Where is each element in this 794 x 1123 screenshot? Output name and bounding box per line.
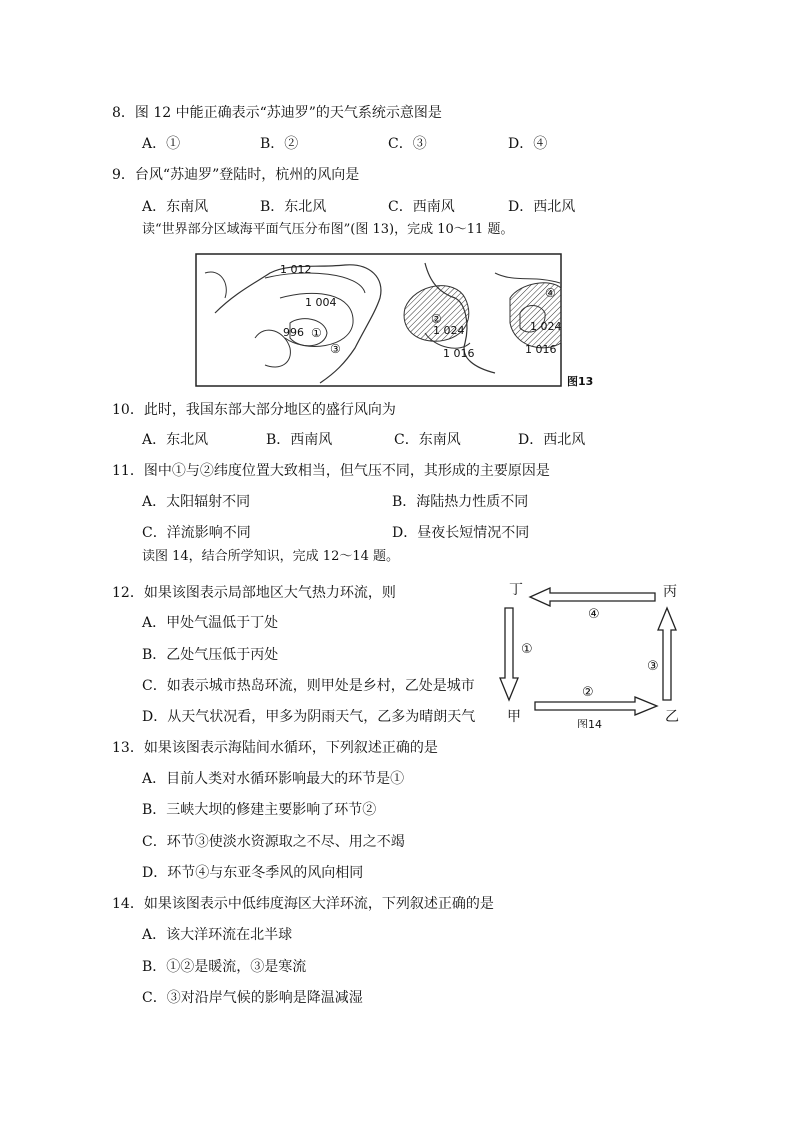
marker-2: ② — [431, 312, 442, 326]
question-12-stem: 12．如果该图表示局部地区大气热力环流，则 — [112, 585, 396, 601]
q11-option-a: A．太阳辐射不同 — [142, 494, 251, 510]
q14-option-a: A．该大洋环流在北半球 — [142, 927, 293, 943]
corner-jia: 甲 — [507, 709, 521, 725]
marker-1: ① — [311, 326, 322, 340]
question-10-stem: 10．此时，我国东部大部分地区的盛行风向为 — [112, 402, 396, 418]
isobar-label-1016-mid: 1 016 — [443, 347, 475, 360]
q14-option-b: B．①②是暖流，③是寒流 — [142, 959, 307, 975]
q10-option-a: A．东北风 — [142, 432, 209, 448]
q14-option-c: C．③对沿岸气候的影响是降温减湿 — [142, 990, 363, 1006]
circulation-svg — [495, 578, 695, 728]
arrow-4-top — [530, 588, 655, 606]
q12-option-c: C．如表示城市热岛环流，则甲处是乡村，乙处是城市 — [142, 678, 475, 694]
arrow-label-2: ② — [582, 685, 594, 700]
q13-option-b: B．三峡大坝的修建主要影响了环节② — [142, 802, 377, 818]
q9-option-c: C．西南风 — [388, 199, 455, 215]
q11-option-d: D．昼夜长短情况不同 — [392, 525, 530, 541]
q10-option-d: D．西北风 — [518, 432, 586, 448]
q10-option-b: B．西南风 — [266, 432, 333, 448]
q9-option-d: D．西北风 — [508, 199, 576, 215]
intro-figure-14: 读图 14，结合所学知识，完成 12～14 题。 — [142, 549, 400, 564]
isobar-label-1024-right: 1 024 — [530, 320, 562, 333]
question-9-stem: 9．台风“苏迪罗”登陆时，杭州的风向是 — [112, 167, 360, 183]
q8-option-a: A．① — [142, 136, 181, 152]
q9-option-b: B．东北风 — [260, 199, 327, 215]
question-14-stem: 14．如果该图表示中低纬度海区大洋环流，下列叙述正确的是 — [112, 896, 494, 912]
corner-ding: 丁 — [509, 582, 523, 598]
isobar-label-996: 996 — [283, 326, 304, 339]
question-11-stem: 11．图中①与②纬度位置大致相当，但气压不同，其形成的主要原因是 — [112, 463, 550, 479]
figure-14-circulation-diagram — [495, 578, 695, 728]
q12-option-d: D．从天气状况看，甲多为阴雨天气，乙多为晴朗天气 — [142, 709, 476, 725]
map-frame — [196, 254, 561, 386]
figure-14-caption: 图14 — [577, 718, 602, 728]
q11-option-b: B．海陆热力性质不同 — [392, 494, 529, 510]
q12-option-b: B．乙处气压低于丙处 — [142, 647, 279, 663]
isobar-label-1004: 1 004 — [305, 296, 337, 309]
isobar-label-1024-mid: 1 024 — [433, 324, 465, 337]
q13-option-a: A．目前人类对水循环影响最大的环节是① — [142, 771, 405, 787]
arrow-label-4: ④ — [588, 607, 600, 622]
q8-option-b: B．② — [260, 136, 299, 152]
intro-figure-13: 读“世界部分区域海平面气压分布图”(图 13)，完成 10～11 题。 — [142, 222, 514, 237]
q10-option-c: C．东南风 — [394, 432, 461, 448]
question-13-stem: 13．如果该图表示海陆间水循环，下列叙述正确的是 — [112, 740, 438, 756]
figure-13-pressure-map — [195, 253, 605, 390]
arrow-1-left — [500, 608, 518, 700]
arrow-2-bottom — [535, 697, 657, 715]
q11-option-c: C．洋流影响不同 — [142, 525, 251, 541]
q8-option-c: C．③ — [388, 136, 427, 152]
pressure-map-svg — [195, 253, 605, 390]
isobar-label-1016-right: 1 016 — [525, 343, 557, 356]
figure-13-caption: 图13 — [567, 375, 594, 388]
arrow-label-1: ① — [521, 642, 533, 657]
corner-yi: 乙 — [665, 709, 679, 725]
corner-bing: 丙 — [663, 584, 677, 600]
q8-option-d: D．④ — [508, 136, 548, 152]
marker-4: ④ — [545, 286, 556, 300]
marker-3: ③ — [330, 342, 341, 356]
arrow-label-3: ③ — [647, 659, 659, 674]
q13-option-d: D．环节④与东亚冬季风的风向相同 — [142, 865, 364, 881]
q13-option-c: C．环节③使淡水资源取之不尽、用之不竭 — [142, 834, 405, 850]
q9-option-a: A．东南风 — [142, 199, 209, 215]
arrow-3-right — [658, 608, 676, 700]
q12-option-a: A．甲处气温低于丁处 — [142, 615, 279, 631]
question-8-stem: 8．图 12 中能正确表示“苏迪罗”的天气系统示意图是 — [112, 105, 442, 121]
isobar-label-1012: 1 012 — [280, 263, 312, 276]
